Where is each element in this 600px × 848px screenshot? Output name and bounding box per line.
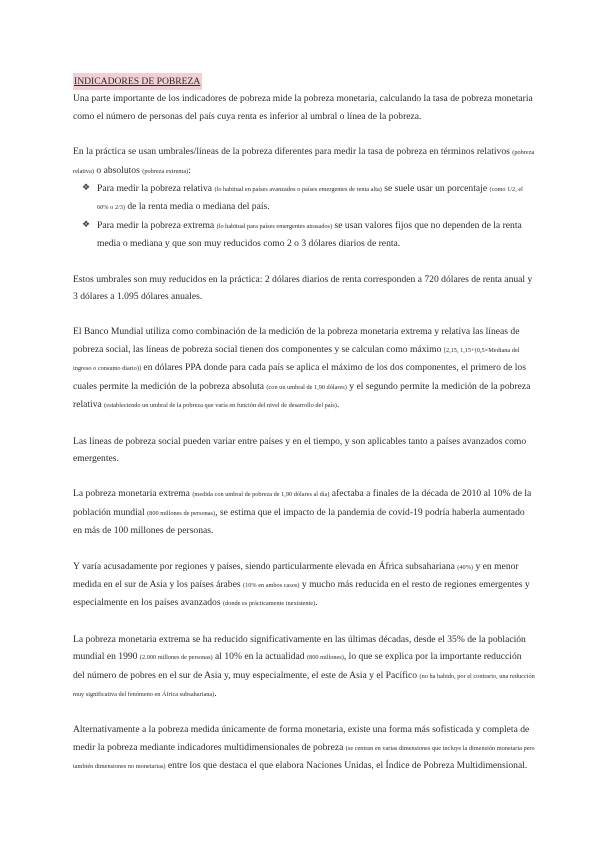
paragraph-6-text-b: afectaba a finales de la década de 2010 al 10% de la población mundial <box>73 488 532 518</box>
paragraph-2-text-a: En la práctica se usan umbrales/líneas de la pobreza diferentes para medir la tasa de pobreza en términos relativos <box>73 146 513 158</box>
paragraph-7-text-d: . <box>315 597 318 609</box>
bullet-list <box>73 180 535 253</box>
paragraph-8-note-c: (no ha habido, por el contrario, una reducción muy significativa del fenómeno en África subsahariana) <box>73 672 535 698</box>
paragraph-2 <box>73 143 535 180</box>
bullet-1-text-a: Para medir la pobreza relativa <box>97 183 215 195</box>
paragraph-1: Una parte importante de los indicadores de pobreza mide la pobreza monetaria, calculando la tasa de pobreza monetaria como el número de personas del país cuya renta es inferior al umbral o línea de la pobreza. <box>73 93 533 122</box>
paragraph-2-text-b: o absolutos <box>93 164 143 176</box>
paragraph-9-note-a: (se centran en varias dimensiones que incluye la dimensión monetaria pero también dimensiones no monetarias) <box>73 744 535 771</box>
paragraph-7 <box>73 558 535 613</box>
bullet-1-note-b: (como 1/2, el 60% o 2/3) <box>97 186 523 212</box>
bullet-item-extreme <box>73 217 535 253</box>
paragraph-3: Estos umbrales son muy reducidos en la práctica: 2 dólares diarios de renta corresponden a 720 dólares de renta anual y 3 dólares a 1.095 dólares anuales. <box>73 273 533 303</box>
bullet-1-note-a: (lo habitual en países avanzados o países emergentes de renta alta) <box>214 186 382 194</box>
paragraph-9-text-b: entre los que destaca el que elabora Naciones Unidas, el Índice de Pobreza Multidimensional. <box>165 760 528 772</box>
paragraph-7-text-a: Y varía acusadamente por regiones y países, siendo particularmente elevada en África subsahariana <box>73 560 458 572</box>
bullet-2-note-a: (lo habitual para países emergentes atrasados) <box>216 222 333 230</box>
paragraph-4 <box>73 323 535 414</box>
paragraph-7-text-b: y en menor medida en el sur de Asia y los países árabes <box>73 560 519 590</box>
diamond-bullet-icon: ❖ <box>82 219 91 230</box>
paragraph-8-note-b: (800 millones) <box>306 654 344 662</box>
diamond-bullet-icon: ❖ <box>82 183 91 194</box>
paragraph-4-note-c: (estableciendo un umbral de la pobreza que varía en función del nivel de desarrollo del país) <box>104 402 337 410</box>
paragraph-6-text-a: La pobreza monetaria extrema <box>73 488 193 500</box>
paragraph-8 <box>73 631 535 704</box>
section-title-row <box>73 73 535 90</box>
paragraph-8-text-b: al 10% en la actualidad <box>212 651 307 663</box>
paragraph-7-text-c: y mucho más reducida en el resto de regiones emergentes y especialmente en los países avanzados <box>73 578 530 609</box>
document-body <box>73 73 535 794</box>
paragraph-6 <box>73 485 535 539</box>
bullet-1-text-c: de la renta media o mediana del país. <box>124 201 270 213</box>
paragraph-7-note-b: (10% en ambos casos) <box>242 581 300 589</box>
paragraph-4-text-b: en dólares PPA donde para cada país se aplica el máximo de los dos componentes, el primero de los cuales permite la medición de la pobreza absoluta <box>73 362 526 392</box>
paragraph-8-text-c: , lo que se explica por la importante reducción del número de pobres en el sur de Asia y, muy especialmente, el este de Asia y el Pacífico <box>73 651 522 681</box>
bullet-2-text-a: Para medir la pobreza extrema <box>97 219 217 231</box>
paragraph-5: Las líneas de pobreza social pueden variar entre países y en el tiempo, y son aplicables tanto a países avanzados como emergentes. <box>73 435 527 464</box>
paragraph-9-text-a: Alternativamente a la pobreza medida únicamente de forma monetaria, existe una forma más sofisticada y completa de medir la pobreza mediante indicadores multidimensionales de pobreza <box>73 724 530 753</box>
paragraph-4-text-c: y el segundo permite la medición de la pobreza relativa <box>73 380 531 411</box>
paragraph-7-note-a: (40%) <box>457 563 474 571</box>
bullet-1-text-b: se suele usar un porcentaje <box>381 183 490 195</box>
paragraph-4-note-a: [2,15, 1,15+(0,5×Mediana del ingreso o consumo diario)] <box>73 346 520 373</box>
paragraph-6-note-b: (800 millones de personas) <box>147 509 216 517</box>
paragraph-6-text-c: , se estima que el impacto de la pandemia de covid-19 podría haberla aumentado en más de 100 millones de personas. <box>73 506 525 537</box>
paragraph-4-note-b: (con un umbral de 1,90 dólares) <box>266 383 347 391</box>
paragraph-8-text-a: La pobreza monetaria extrema se ha reducido significativamente en las últimas décadas, desde el 35% de la población mundial en 1990 <box>73 633 526 663</box>
paragraph-9 <box>73 721 535 775</box>
paragraph-8-note-a: (2.000 millones de personas) <box>139 654 213 662</box>
section-title: INDICADORES DE POBREZA <box>73 73 202 90</box>
paragraph-8-text-d: . <box>214 687 217 699</box>
paragraph-4-text-d: . <box>336 399 340 411</box>
bullet-2-text-b: se usan valores fijos que no dependen de la renta media o mediana y que son muy reducidos como 2 o 3 dólares diarios de renta. <box>97 219 522 250</box>
paragraph-2-note-b: (pobreza extrema) <box>142 167 189 175</box>
paragraph-2-text-c: : <box>188 164 191 176</box>
bullet-item-relative <box>73 180 535 217</box>
paragraph-4-text-a: El Banco Mundial utiliza como combinación de la medición de la pobreza monetaria extrema y relativa las líneas de pobreza social, las líneas de pobreza social tienen dos componentes y se calculan como máximo <box>73 326 520 355</box>
paragraph-2-note-a: (pobreza relativa) <box>73 149 535 175</box>
paragraph-7-note-c: (donde es prácticamente inexistente) <box>222 600 316 608</box>
paragraph-6-note-a: (medida con umbral de pobreza de 1,90 dólares al día) <box>192 491 330 499</box>
